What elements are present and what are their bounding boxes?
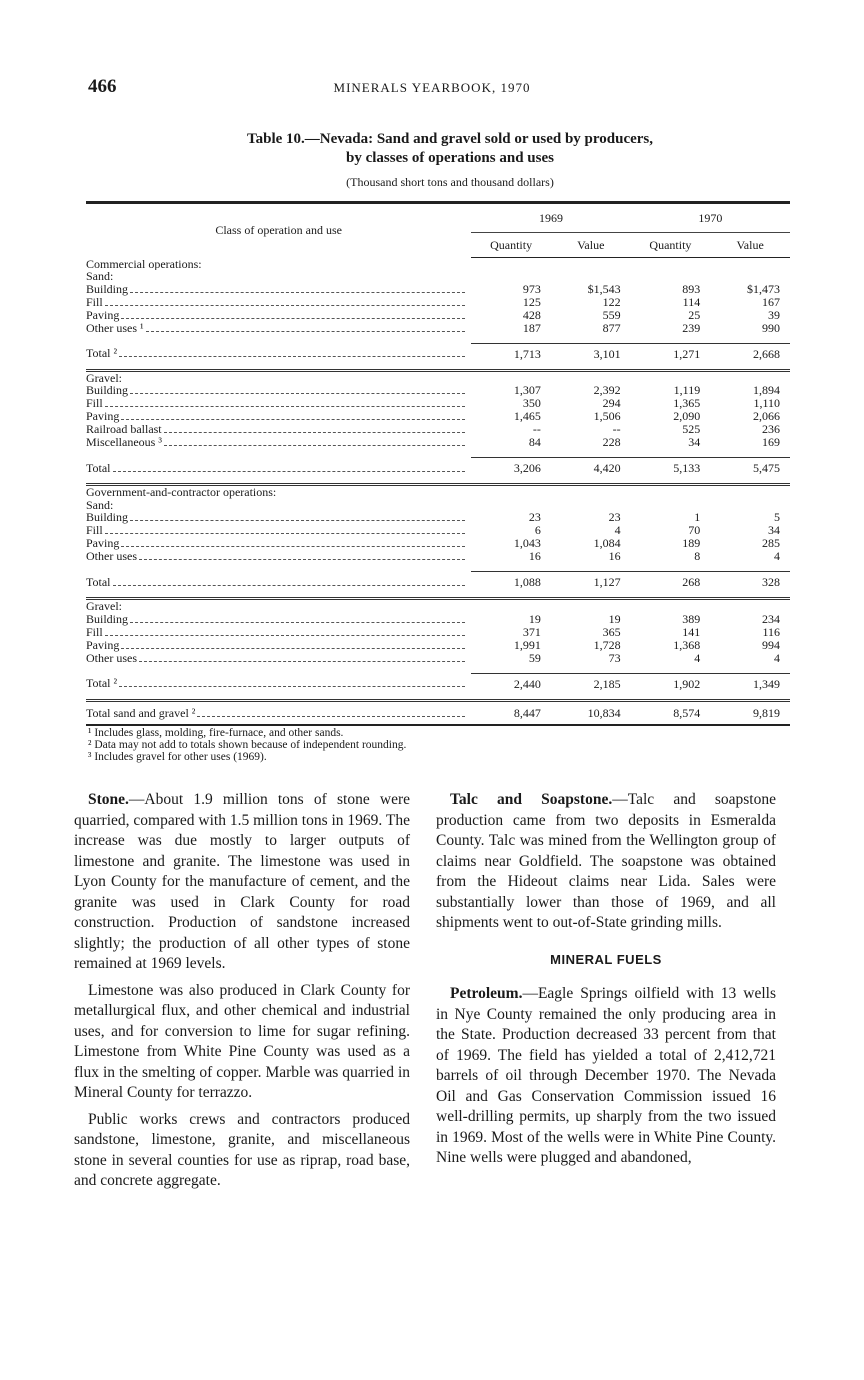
cell-q70: 25 (688, 307, 701, 322)
row-label: Other uses ¹ (86, 321, 144, 335)
table-row (86, 550, 790, 563)
row-label: Paving (86, 410, 120, 423)
cell-q70: 1,119 (673, 383, 701, 398)
row-label: Total (86, 460, 111, 475)
leader-dots (121, 318, 465, 319)
leader-dots (119, 356, 465, 357)
table-row (86, 652, 790, 665)
cell-q70: 4 (694, 650, 701, 665)
cell-v70: 994 (762, 637, 780, 652)
stone-paragraph-2: Limestone was also produced in Clark County for metallurgical flux, and other chemical and industrial uses, and for conversion to lime for sugar refining. Limestone from White Pine County was used as a flux in the smelting of copper. Marble was quarried in Mineral County for terrazzo. (74, 981, 410, 1101)
header-value-1970: Value (710, 233, 790, 258)
government-sand-heading (86, 499, 790, 512)
petroleum-heading: Petroleum. (450, 985, 523, 1002)
leader-dots (139, 661, 465, 662)
cell-q69: 350 (522, 396, 541, 411)
government-sand-heading-label: Sand: (86, 498, 114, 511)
commercial-operations-heading-label: Commercial operations: (86, 257, 202, 270)
table-row (86, 626, 790, 639)
table-body (86, 258, 790, 725)
cell-v69: 294 (602, 396, 621, 411)
cell-v70: 167 (762, 294, 780, 309)
leader-dots (119, 686, 465, 687)
row-label: Fill (86, 397, 103, 410)
cell-v70: 34 (768, 523, 780, 538)
cell-v70: 5,475 (710, 458, 790, 479)
running-title: MINERALS YEARBOOK, 1970 (333, 80, 531, 95)
cell-v70: 234 (762, 611, 780, 626)
cell-v70: 285 (762, 536, 780, 551)
cell-v69: 1,084 (593, 536, 621, 551)
table-row (86, 613, 790, 626)
table-units: (Thousand short tons and thousand dollars) (346, 175, 554, 189)
government-gravel-heading (86, 599, 790, 613)
cell-v70: 1,894 (753, 383, 780, 398)
header-class-of-operation: Class of operation and use (215, 223, 342, 238)
cell-v69: 559 (602, 307, 621, 322)
government-gravel-heading-label: Gravel: (86, 599, 122, 613)
government-gravel-total-row (86, 673, 790, 694)
cell-v69: 10,834 (551, 700, 631, 725)
cell-v69: $1,543 (587, 281, 621, 296)
header-quantity-1969: Quantity (471, 233, 551, 258)
header-year-1969: 1969 (538, 210, 563, 225)
commercial-gravel-heading (86, 370, 790, 384)
row-label: Other uses (86, 651, 137, 665)
table-row (86, 410, 790, 423)
stone-paragraph-3: Public works crews and contractors produced sandstone, limestone, granite, and miscellaneous stone in several counties for use as riprap, road base, and concrete aggregate. (74, 1110, 410, 1189)
cell-v70: 4 (774, 549, 780, 564)
leader-dots (113, 585, 466, 586)
cell-q70: 2,090 (673, 409, 701, 424)
cell-v70: 1,110 (753, 396, 780, 411)
cell-q70: 1 (694, 510, 701, 525)
cell-q69: 23 (528, 510, 541, 525)
cell-q70: 189 (682, 536, 701, 551)
cell-q69: 1,465 (513, 409, 541, 424)
table-row (86, 397, 790, 410)
footnote-1: ¹ Includes glass, molding, fire-furnace, and other sands. (88, 727, 344, 739)
table-footnotes (88, 727, 406, 763)
row-label: Paving (86, 308, 120, 322)
cell-q69: 125 (522, 294, 541, 309)
cell-q69: 84 (528, 435, 541, 450)
row-label: Fill (86, 625, 103, 639)
table-title (120, 130, 780, 168)
leader-dots (105, 406, 466, 407)
leader-dots (113, 471, 466, 472)
leader-dots (164, 445, 465, 446)
header-value-1969: Value (551, 233, 631, 258)
row-label: Miscellaneous ³ (86, 436, 162, 449)
cell-v69: 16 (608, 549, 621, 564)
cell-v69: 2,185 (551, 673, 631, 694)
left-column (74, 790, 410, 1198)
cell-q70: 1,902 (631, 673, 711, 694)
header-year-1970: 1970 (698, 210, 723, 225)
leader-dots (130, 292, 465, 293)
leader-dots (197, 716, 465, 717)
mineral-fuels-heading: MINERAL FUELS (550, 951, 662, 967)
leader-dots (130, 622, 465, 623)
table-row (86, 423, 790, 436)
row-label: Building (86, 612, 129, 626)
row-label: Total sand and gravel ² (86, 705, 196, 720)
government-sand-total-row (86, 572, 790, 593)
row-label: Total (86, 574, 111, 589)
cell-v70: 1,349 (710, 673, 790, 694)
cell-q70: 141 (682, 624, 701, 639)
cell-q69: 973 (522, 281, 541, 296)
cell-q69: 187 (522, 320, 541, 335)
cell-v69: 1,506 (593, 409, 621, 424)
talc-text: —Talc and soapstone production came from two deposits in Esmeralda County. Talc was mined from the Wellington group of claims near Goldfield. The soapstone was obtained from the Hideout claims near Lida. Sales were substantially lower than those of 1969, and all shipments went to out-of-State grinding mills. (436, 791, 776, 931)
cell-q70: 389 (682, 611, 701, 626)
row-label: Building (86, 384, 129, 397)
table-row (86, 283, 790, 296)
cell-v70: 328 (710, 572, 790, 593)
row-label: Paving (86, 638, 120, 652)
commercial-sand-heading (86, 270, 790, 283)
cell-q70: 893 (682, 281, 701, 296)
petroleum-paragraph (436, 984, 776, 1169)
leader-dots (121, 648, 465, 649)
cell-v70: 5 (774, 510, 780, 525)
cell-q70: 34 (688, 435, 701, 450)
cell-q69: 6 (534, 523, 541, 538)
table-row (86, 322, 790, 335)
cell-q70: 5,133 (631, 458, 711, 479)
commercial-sand-heading-label: Sand: (86, 270, 114, 283)
cell-q70: 1,271 (631, 343, 711, 364)
cell-v69: -- (612, 422, 621, 437)
cell-v69: 1,127 (551, 572, 631, 593)
cell-q70: 114 (682, 294, 701, 309)
footnote-3: ³ Includes gravel for other uses (1969). (88, 751, 267, 763)
table-row (86, 537, 790, 550)
cell-v69: 4,420 (551, 458, 631, 479)
cell-v70: 169 (762, 435, 780, 450)
leader-dots (164, 432, 466, 433)
stone-paragraph-1 (74, 790, 410, 975)
table-row (86, 511, 790, 524)
cell-v69: 19 (608, 611, 621, 626)
leader-dots (105, 635, 466, 636)
cell-q70: 1,368 (673, 637, 701, 652)
row-label: Building (86, 511, 129, 524)
cell-v70: 116 (762, 624, 780, 639)
leader-dots (121, 546, 465, 547)
row-label: Railroad ballast (86, 423, 162, 436)
cell-q70: 239 (682, 320, 701, 335)
header-quantity-1970: Quantity (631, 233, 711, 258)
cell-v69: 23 (608, 510, 621, 525)
row-label: Building (86, 282, 129, 296)
cell-q70: 8 (694, 549, 701, 564)
table-row (86, 384, 790, 397)
cell-q69: 428 (522, 307, 541, 322)
footnote-2: ² Data may not add to totals shown because of independent rounding. (88, 739, 407, 751)
commercial-gravel-total-row (86, 458, 790, 479)
cell-v70: 9,819 (710, 700, 790, 725)
commercial-sand-total-row (86, 343, 790, 364)
row-label: Fill (86, 524, 103, 537)
stone-heading: Stone. (88, 791, 129, 808)
table-row (86, 309, 790, 322)
grand-total-row (86, 700, 790, 725)
table-title-line-2: by classes of operations and uses (346, 150, 554, 166)
cell-q70: 8,574 (631, 700, 711, 725)
leader-dots (146, 331, 466, 332)
cell-q69: 19 (528, 611, 541, 626)
leader-dots (130, 520, 465, 521)
cell-v70: 236 (762, 422, 780, 437)
talc-heading: Talc and Soapstone. (450, 791, 613, 808)
cell-v70: 39 (768, 307, 780, 322)
page-number: 466 (88, 76, 117, 97)
cell-v69: 4 (614, 523, 621, 538)
row-label: Total ² (86, 676, 118, 691)
cell-v69: 3,101 (551, 343, 631, 364)
cell-q70: 1,365 (673, 396, 701, 411)
cell-v69: 73 (608, 650, 621, 665)
government-operations-heading (86, 485, 790, 499)
row-label: Other uses (86, 550, 137, 563)
cell-q70: 525 (682, 422, 701, 437)
cell-v70: 4 (774, 650, 780, 665)
row-label: Paving (86, 537, 120, 550)
cell-q69: 8,447 (471, 700, 551, 725)
leader-dots (105, 305, 466, 306)
table-row (86, 436, 790, 449)
cell-q69: 2,440 (471, 673, 551, 694)
cell-v70: 990 (762, 320, 780, 335)
cell-q69: 3,206 (471, 458, 551, 479)
table-title-line-1: Table 10.—Nevada: Sand and gravel sold or used by producers, (246, 131, 654, 147)
cell-v70: 2,668 (710, 343, 790, 364)
table-row (86, 296, 790, 309)
cell-v70: $1,473 (747, 281, 780, 296)
cell-q69: -- (532, 422, 541, 437)
cell-v69: 2,392 (593, 383, 621, 398)
leader-dots (130, 393, 465, 394)
cell-q69: 1,088 (471, 572, 551, 593)
talc-paragraph (436, 790, 776, 934)
cell-q69: 16 (528, 549, 541, 564)
commercial-gravel-heading-label: Gravel: (86, 370, 122, 384)
cell-q69: 1,991 (513, 637, 541, 652)
row-label: Fill (86, 295, 103, 309)
right-column (436, 790, 776, 1175)
cell-v70: 2,066 (753, 409, 780, 424)
cell-v69: 122 (602, 294, 621, 309)
sand-gravel-table (86, 201, 790, 726)
cell-q69: 1,043 (513, 536, 541, 551)
cell-v69: 877 (602, 320, 621, 335)
cell-v69: 365 (602, 624, 621, 639)
cell-v69: 228 (602, 435, 621, 450)
cell-q69: 1,713 (471, 343, 551, 364)
table-row (86, 524, 790, 537)
cell-q70: 70 (688, 523, 701, 538)
government-operations-heading-label: Government-and-contractor operations: (86, 485, 277, 499)
petroleum-text: —Eagle Springs oilfield with 13 wells in Nye County remained the only producing area in the State. Production decreased 33 percent from that of 1969. The field has yielded a total of 2,412,721 barrels of oil through December 1970. The Nevada Oil and Gas Conservation Commission issued 16 well-drilling permits, up sharply from the two issued in 1969. Most of the wells were in White Pine County. Nine wells were plugged and abandoned, (436, 985, 776, 1166)
cell-q69: 59 (528, 650, 541, 665)
stone-text-1: —About 1.9 million tons of stone were quarried, compared with 1.5 million tons in 1969. The increase was due mostly to larger outputs of limestone and granite. The limestone was used in Lyon County for the manufacture of cement, and the granite was used in Clark County for road construction. Production of sandstone increased slightly; the production of all other types of stone remained at 1969 levels. (74, 791, 410, 972)
row-label: Total ² (86, 346, 118, 361)
commercial-operations-heading (86, 258, 790, 271)
leader-dots (139, 559, 465, 560)
table-row (86, 639, 790, 652)
cell-q69: 1,307 (513, 383, 541, 398)
cell-v69: 1,728 (593, 637, 621, 652)
cell-q70: 268 (631, 572, 711, 593)
leader-dots (121, 419, 465, 420)
leader-dots (105, 533, 466, 534)
cell-q69: 371 (522, 624, 541, 639)
